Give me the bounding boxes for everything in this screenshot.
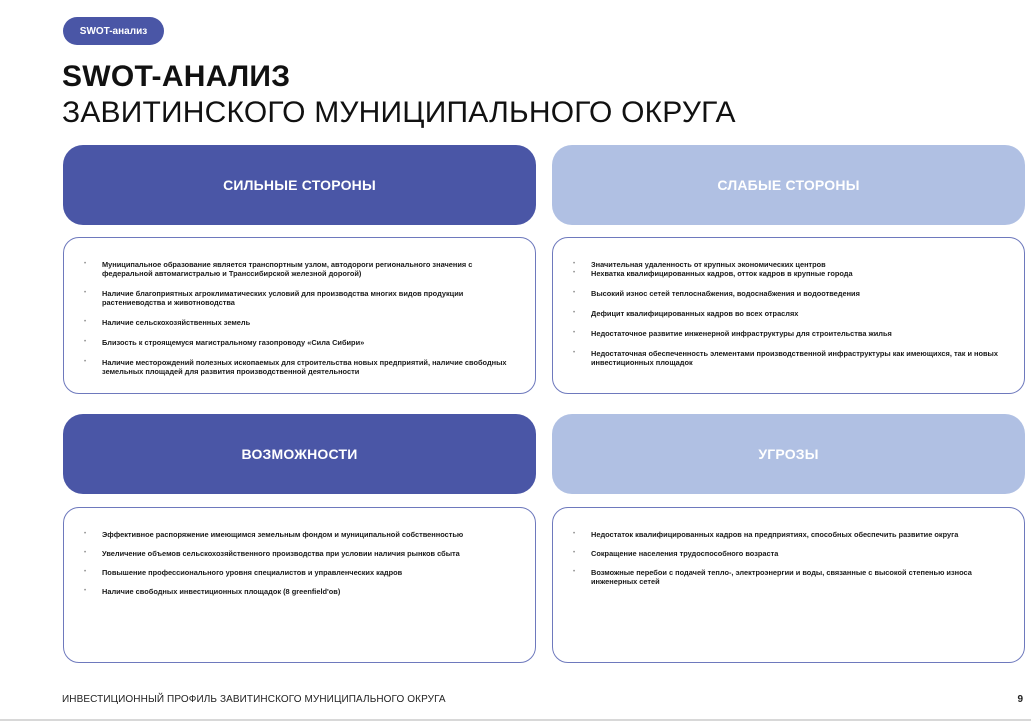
list-item: • Дефицит квалифицированных кадров во всех отраслях: [573, 309, 1010, 318]
strengths-header-label: СИЛЬНЫЕ СТОРОНЫ: [223, 177, 376, 193]
list-item: • Наличие месторождений полезных ископаемых для строительства новых предприятий, наличие свободных земельных площадей для развития производственной деятельности: [84, 358, 521, 376]
list-item: • Значительная удаленность от крупных экономических центров: [573, 260, 1010, 269]
weaknesses-header-label: СЛАБЫЕ СТОРОНЫ: [717, 177, 860, 193]
opportunities-header-label: ВОЗМОЖНОСТИ: [241, 446, 358, 462]
list-item: • Увеличение объемов сельскохозяйственного производства при условии наличия рынков сбыта: [84, 549, 521, 558]
weaknesses-header: [552, 145, 1025, 225]
list-item: • Наличие свободных инвестиционных площадок (8 greenfield'ов): [84, 587, 521, 596]
opportunities-list: [84, 530, 521, 596]
threats-header-label: УГРОЗЫ: [758, 446, 819, 462]
opportunities-header: [63, 414, 536, 494]
list-item: • Возможные перебои с подачей тепло-, электроэнергии и воды, связанные с высокой степенью износа инженерных сетей: [573, 568, 1010, 586]
list-item: • Наличие благоприятных агроклиматических условий для производства многих видов продукции растениеводства и животноводства: [84, 289, 521, 307]
list-item: • Муниципальное образование является транспортным узлом, автодороги регионального значения с федеральной автомагистралью и Транссибирской железной дорогой): [84, 260, 521, 278]
threats-box: [552, 507, 1025, 663]
list-item: • Недостаточное развитие инженерной инфраструктуры для строительства жилья: [573, 329, 1010, 338]
list-item: • Эффективное распоряжение имеющимся земельным фондом и муниципальной собственностью: [84, 530, 521, 539]
weaknesses-box: [552, 237, 1025, 394]
threats-list: [573, 530, 1010, 586]
list-item: • Сокращение населения трудоспособного возраста: [573, 549, 1010, 558]
section-badge: SWOT-анализ: [63, 17, 164, 45]
list-item: • Повышение профессионального уровня специалистов и управленческих кадров: [84, 568, 521, 577]
list-item: • Высокий износ сетей теплоснабжения, водоснабжения и водоотведения: [573, 289, 1010, 298]
list-item: • Наличие сельскохозяйственных земель: [84, 318, 521, 327]
list-item: • Недостаток квалифицированных кадров на предприятиях, способных обеспечить развитие округа: [573, 530, 1010, 539]
strengths-box: [63, 237, 536, 394]
page-title: SWOT-АНАЛИЗ: [62, 60, 291, 93]
strengths-list: [84, 260, 521, 376]
threats-header: [552, 414, 1025, 494]
weaknesses-list: [573, 260, 1010, 367]
page-number: 9: [1017, 694, 1023, 705]
list-item: • Близость к строящемуся магистральному газопроводу «Сила Сибири»: [84, 338, 521, 347]
strengths-header: [63, 145, 536, 225]
opportunities-box: [63, 507, 536, 663]
list-item: • Нехватка квалифицированных кадров, отток кадров в крупные города: [573, 269, 1010, 278]
page-subtitle: ЗАВИТИНСКОГО МУНИЦИПАЛЬНОГО ОКРУГА: [62, 96, 736, 129]
list-item: • Недостаточная обеспеченность элементами производственной инфраструктуры как имеющихся, так и новых инвестиционных площадок: [573, 349, 1010, 367]
footer-text: ИНВЕСТИЦИОННЫЙ ПРОФИЛЬ ЗАВИТИНСКОГО МУНИЦИПАЛЬНОГО ОКРУГА: [62, 694, 446, 705]
